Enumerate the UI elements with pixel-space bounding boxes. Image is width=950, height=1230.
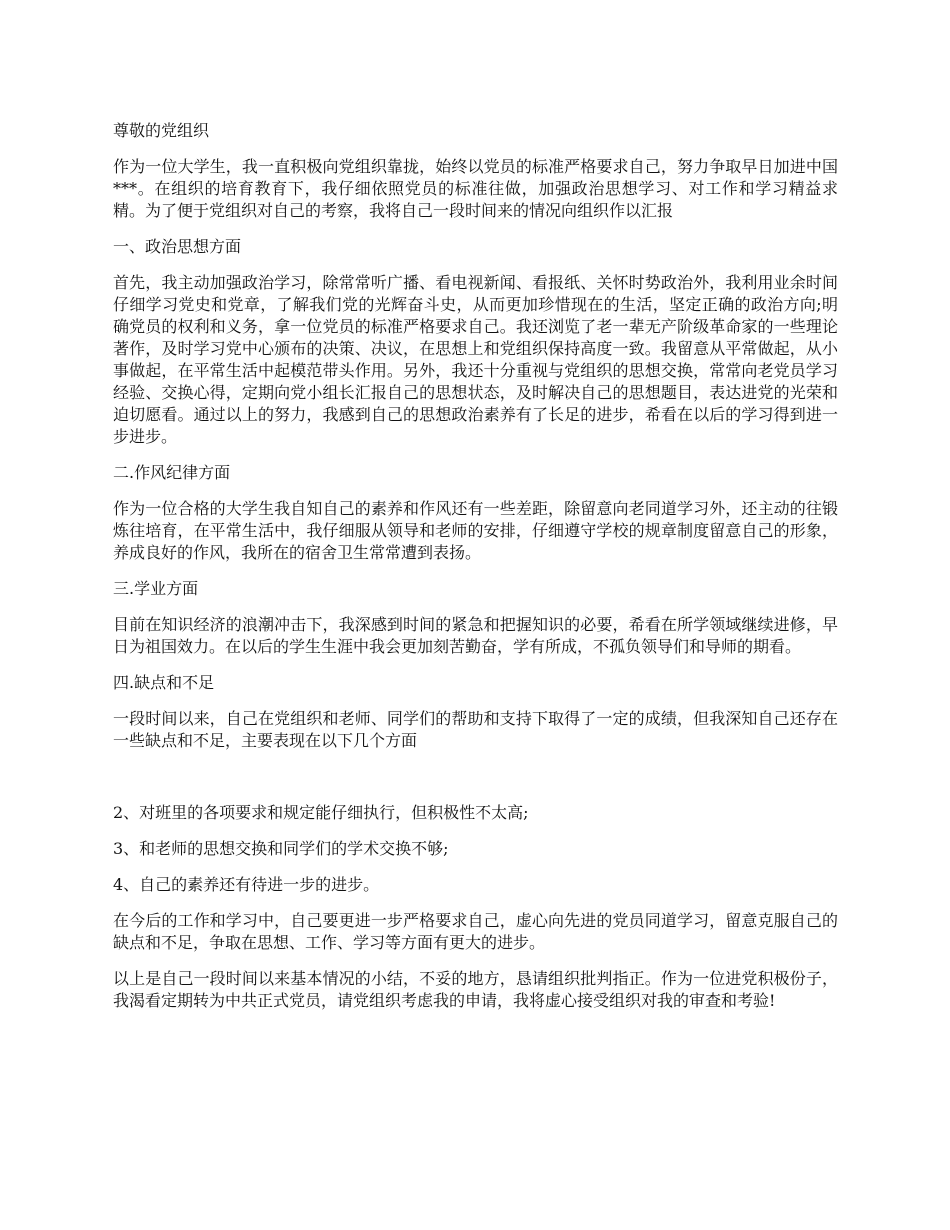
section-heading-shortcomings: 四.缺点和不足 — [113, 673, 215, 692]
section-heading-politics: 一、政治思想方面 — [113, 237, 242, 256]
closing-paragraph-2: 以上是自己一段时间以来基本情况的小结，不妥的地方，恳请组织批判指正。作为一位进党积极份子，我渴看定期转为中共正式党员，请党组织考虑我的申请，我将虚心接受组织对我的审查和考验! — [113, 969, 838, 1010]
document-page — [113, 120, 838, 1026]
section-body-politics: 首先，我主动加强政治学习，除常常听广播、看电视新闻、看报纸、关怀时势政治外，我利用业余时间仔细学习党史和党章，了解我们党的光辉奋斗史，从而更加珍惜现在的生活，坚定正确的政治方向;明确党员的权利和义务，拿一位党员的标准严格要求自己。我还浏览了老一辈无产阶级革命家的一些理论著作，及时学习党中心颁布的决策、决议，在思想上和党组织保持高度一致。我留意从平常做起，从小事做起，在平常生活中起模范带头作用。另外，我还十分重视与党组织的思想交换，常常向老党员学习经验、交换心得，定期向党小组长汇报自己的思想状态，及时解决自己的思想题目，表达进党的光荣和迫切愿看。通过以上的努力，我感到自己的思想政治素养有了长足的进步，希看在以后的学习得到进一步进步。 — [113, 273, 838, 446]
intro-paragraph: 作为一位大学生，我一直积极向党组织靠拢，始终以党员的标准严格要求自己，努力争取早日加进中国***。在组织的培育教育下，我仔细依照党员的标准往做，加强政治思想学习、对工作和学习精益求精。为了便于党组织对自己的考察，我将自己一段时间来的情况向组织作以汇报 — [113, 157, 838, 220]
closing-paragraph-1: 在今后的工作和学习中，自己要更进一步严格要求自己，虚心向先进的党员同道学习，留意克服自己的缺点和不足，争取在思想、工作、学习等方面有更大的进步。 — [113, 911, 838, 952]
section-heading-academics: 三.学业方面 — [113, 579, 199, 598]
list-item: 3、和老师的思想交换和同学们的学术交换不够; — [113, 839, 449, 858]
list-item: 2、对班里的各项要求和规定能仔细执行，但积极性不太高; — [113, 803, 529, 822]
section-body-shortcomings: 一段时间以来，自己在党组织和老师、同学们的帮助和支持下取得了一定的成绩，但我深知自己还存在一些缺点和不足，主要表现在以下几个方面 — [113, 709, 838, 750]
list-item: 4、自己的素养还有待进一步的进步。 — [113, 875, 380, 894]
blank-gap — [113, 766, 838, 802]
salutation: 尊敬的党组织 — [113, 121, 210, 140]
section-body-discipline: 作为一位合格的大学生我自知自己的素养和作风还有一些差距，除留意向老同道学习外，还主动的往锻炼往培育，在平常生活中，我仔细服从领导和老师的安排，仔细遵守学校的规章制度留意自己的形象，养成良好的作风，我所在的宿舍卫生常常遭到表扬。 — [113, 499, 838, 562]
section-body-academics: 目前在知识经济的浪潮冲击下，我深感到时间的紧急和把握知识的必要，希看在所学领域继续进修，早日为祖国效力。在以后的学生生涯中我会更加刻苦勤奋，学有所成，不孤负领导们和导师的期看。 — [113, 615, 838, 656]
section-heading-discipline: 二.作风纪律方面 — [113, 463, 231, 482]
